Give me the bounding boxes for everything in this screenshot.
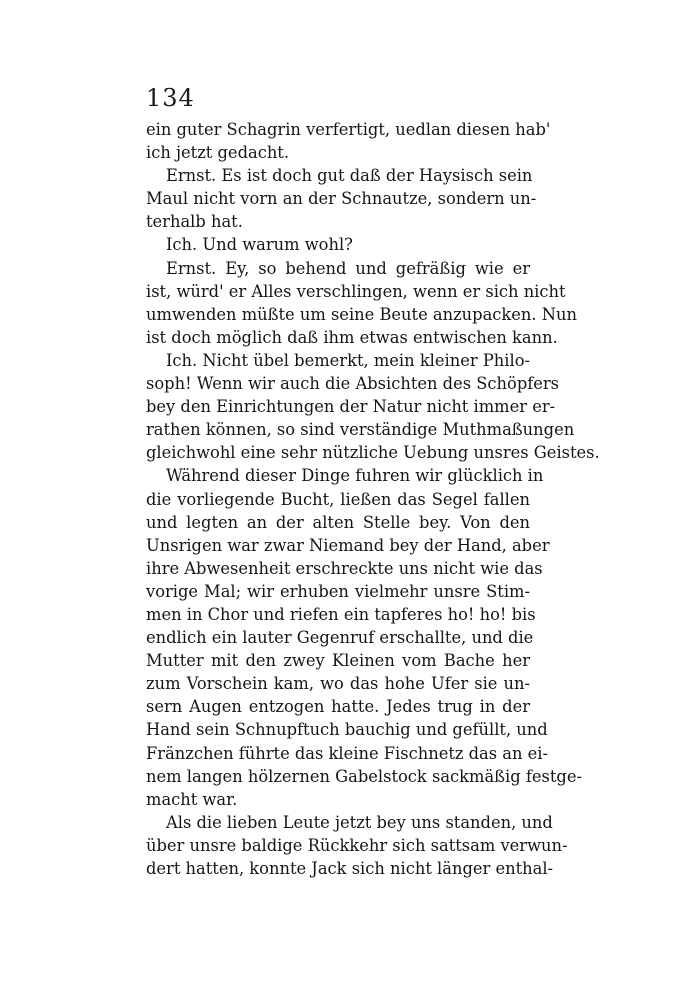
text-line: Ernst. Es ist doch gut daß der Haysisch sein — [166, 166, 533, 186]
text-line: soph! Wenn wir auch die Absichten des Schöpfers — [146, 374, 560, 394]
text-line: macht war. — [146, 789, 238, 809]
text-line: men in Chor und riefen ein tapferes ho! ho! bis — [146, 604, 536, 624]
text-line: bey den Einrichtungen der Natur nicht immer er- — [146, 397, 556, 417]
text-line: ihre Abwesenheit erschreckte uns nicht wie das — [146, 558, 543, 578]
text-line: vorige Mal; wir erhuben vielmehr unsre Stim- — [146, 581, 530, 601]
text-line: umwenden müßte um seine Beute anzupacken. Nun — [146, 304, 577, 324]
text-line: rathen können, so sind verständige Muthmaßungen — [146, 420, 575, 440]
text-line: ein guter Schagrin verfertigt, uedlan diesen hab' — [146, 120, 551, 139]
text-line: und legten an der alten Stelle bey. Von den — [146, 512, 530, 532]
text-line: Unsrigen war zwar Niemand bey der Hand, aber — [146, 535, 550, 555]
text-line: Maul nicht vorn an der Schnautze, sondern un- — [146, 189, 537, 209]
text-line: gleichwohl eine sehr nützliche Uebung unsres Geistes. — [146, 443, 600, 463]
text-line: Ich. Und warum wohl? — [166, 235, 353, 255]
text-line: über unsre baldige Rückkehr sich sattsam verwun- — [146, 835, 568, 855]
text-line: Ernst. Ey, so behend und gefräßig wie er — [166, 258, 530, 278]
text-line: Hand sein Schnupftuch bauchig und gefüllt, und — [146, 720, 548, 740]
text-line: Fränzchen führte das kleine Fischnetz das an ei- — [146, 743, 549, 763]
text-line: terhalb hat. — [146, 212, 243, 232]
text-line: zum Vorschein kam, wo das hohe Ufer sie un- — [146, 674, 530, 694]
text-line: nem langen hölzernen Gabelstock sackmäßig festge- — [146, 766, 582, 786]
text-line: Ich. Nicht übel bemerkt, mein kleiner Philo- — [166, 350, 530, 370]
body-text — [146, 118, 600, 880]
text-line: sern Augen entzogen hatte. Jedes trug in der — [146, 697, 530, 717]
text-line: Als die lieben Leute jetzt bey uns standen, und — [166, 812, 553, 832]
text-line: die vorliegende Bucht, ließen das Segel fallen — [146, 489, 530, 509]
text-line: ich jetzt gedacht. — [146, 143, 290, 163]
text-line: Während dieser Dinge fuhren wir glücklich in — [166, 466, 544, 486]
text-line: dert hatten, konnte Jack sich nicht länger enthal- — [146, 859, 554, 878]
text-line: Mutter mit den zwey Kleinen vom Bache her — [146, 651, 530, 671]
text-line: ist, würd' er Alles verschlingen, wenn er sich nicht — [146, 281, 566, 301]
text-line: ist doch möglich daß ihm etwas entwischen kann. — [146, 327, 558, 347]
page-number: 134 — [146, 84, 195, 112]
text-line: endlich ein lauter Gegenruf erschallte, und die — [146, 628, 534, 648]
